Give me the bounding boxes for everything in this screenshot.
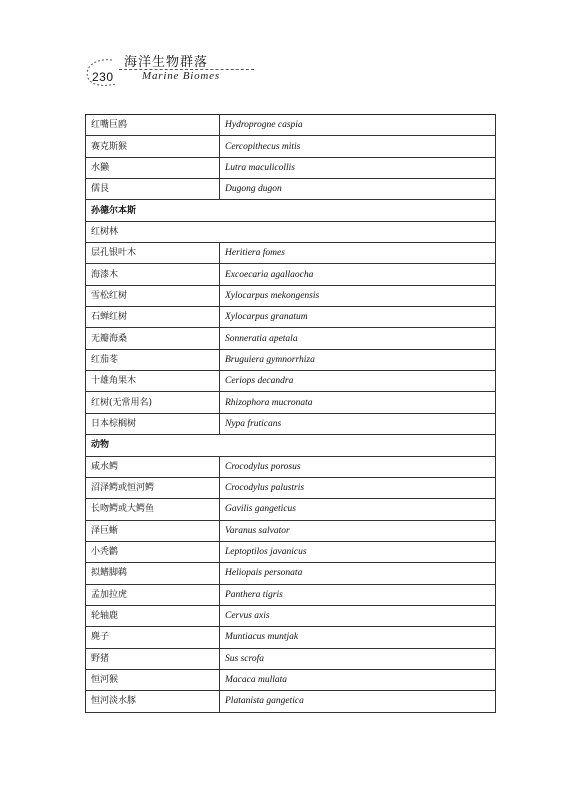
table-row <box>86 691 496 712</box>
common-name-cell: 石蝉红树 <box>86 307 220 328</box>
table-row <box>86 627 496 648</box>
common-name-cell: 长吻鳄或大鳄鱼 <box>86 499 220 520</box>
common-name-cell: 麂子 <box>86 627 220 648</box>
table-row <box>86 371 496 392</box>
table-row <box>86 477 496 498</box>
common-name-cell: 水獭 <box>86 157 220 178</box>
scientific-name-cell: Gavilis gangeticus <box>220 499 496 520</box>
common-name-cell: 恒河淡水豚 <box>86 691 220 712</box>
scientific-name-cell: Cervus axis <box>220 605 496 626</box>
common-name-cell: 无瓣海桑 <box>86 328 220 349</box>
table-row <box>86 648 496 669</box>
table-row <box>86 605 496 626</box>
scientific-name-cell: Xylocarpus granatum <box>220 307 496 328</box>
scientific-name-cell: Dugong dugon <box>220 179 496 200</box>
scientific-name-cell: Rhizophora mucronata <box>220 392 496 413</box>
scientific-name-cell: Leptoptilos javanicus <box>220 541 496 562</box>
common-name-cell: 咸水鳄 <box>86 456 220 477</box>
table-row <box>86 499 496 520</box>
section-heading: 孙德尔本斯 <box>86 200 496 221</box>
scientific-name-cell: Crocodylus palustris <box>220 477 496 498</box>
scientific-name-cell: Sonneratia apetala <box>220 328 496 349</box>
common-name-cell: 恒河猴 <box>86 669 220 690</box>
table-row <box>86 200 496 221</box>
table-row <box>86 328 496 349</box>
common-name-cell: 日本棕榈树 <box>86 413 220 434</box>
table-row <box>86 413 496 434</box>
scientific-name-cell: Excoecaria agallaocha <box>220 264 496 285</box>
common-name-cell: 拟鳍脚鹈 <box>86 563 220 584</box>
common-name-cell: 红茄苳 <box>86 349 220 370</box>
common-name-cell: 轮轴鹿 <box>86 605 220 626</box>
scientific-name-cell: Crocodylus porosus <box>220 456 496 477</box>
common-name-cell: 红树(无常用名) <box>86 392 220 413</box>
common-name-cell: 沼泽鳄或恒河鳄 <box>86 477 220 498</box>
scientific-name-cell: Xylocarpus mekongensis <box>220 285 496 306</box>
scientific-name-cell: Ceriops decandra <box>220 371 496 392</box>
table-row <box>86 584 496 605</box>
scientific-name-cell: Hydroprogne caspia <box>220 115 496 136</box>
common-name-cell: 野猪 <box>86 648 220 669</box>
scientific-name-cell: Nypa fruticans <box>220 413 496 434</box>
page-number: 230 <box>92 70 114 84</box>
common-name-cell: 红嘴巨鸥 <box>86 115 220 136</box>
common-name-cell: 雪松红树 <box>86 285 220 306</box>
common-name-cell: 儒艮 <box>86 179 220 200</box>
scientific-name-cell: Heritiera fomes <box>220 243 496 264</box>
scientific-name-cell: Varanus salvator <box>220 520 496 541</box>
scientific-name-cell: Bruguiera gymnorrhiza <box>220 349 496 370</box>
book-subtitle: Marine Biomes <box>142 70 220 82</box>
scientific-name-cell: Macaca mullata <box>220 669 496 690</box>
table-row <box>86 221 496 242</box>
common-name-cell: 十雄角果木 <box>86 371 220 392</box>
species-table <box>85 114 496 713</box>
scientific-name-cell: Panthera tigris <box>220 584 496 605</box>
table-row <box>86 307 496 328</box>
table-row <box>86 285 496 306</box>
page-header <box>82 48 502 90</box>
table-row <box>86 456 496 477</box>
table-row <box>86 264 496 285</box>
table-row <box>86 541 496 562</box>
table-row <box>86 392 496 413</box>
scientific-name-cell: Heliopais personata <box>220 563 496 584</box>
table-row <box>86 349 496 370</box>
common-name-cell: 孟加拉虎 <box>86 584 220 605</box>
common-name-cell: 层孔银叶木 <box>86 243 220 264</box>
table-row <box>86 179 496 200</box>
scientific-name-cell: Sus scrofa <box>220 648 496 669</box>
scientific-name-cell: Lutra maculicollis <box>220 157 496 178</box>
common-name-cell: 海漆木 <box>86 264 220 285</box>
species-table-body <box>86 115 496 713</box>
table-row <box>86 136 496 157</box>
table-row <box>86 157 496 178</box>
scientific-name-cell: Muntiacus muntjak <box>220 627 496 648</box>
common-name-cell: 泽巨蜥 <box>86 520 220 541</box>
table-row <box>86 669 496 690</box>
scientific-name-cell: Cercopithecus mitis <box>220 136 496 157</box>
section-heading: 动物 <box>86 435 496 456</box>
scientific-name-cell: Platanista gangetica <box>220 691 496 712</box>
subsection-heading: 红树林 <box>86 221 496 242</box>
table-row <box>86 563 496 584</box>
common-name-cell: 小秃鹳 <box>86 541 220 562</box>
table-row <box>86 435 496 456</box>
common-name-cell: 赛克斯猴 <box>86 136 220 157</box>
book-title: 海洋生物群落 <box>124 55 209 70</box>
table-row <box>86 115 496 136</box>
table-row <box>86 520 496 541</box>
table-row <box>86 243 496 264</box>
